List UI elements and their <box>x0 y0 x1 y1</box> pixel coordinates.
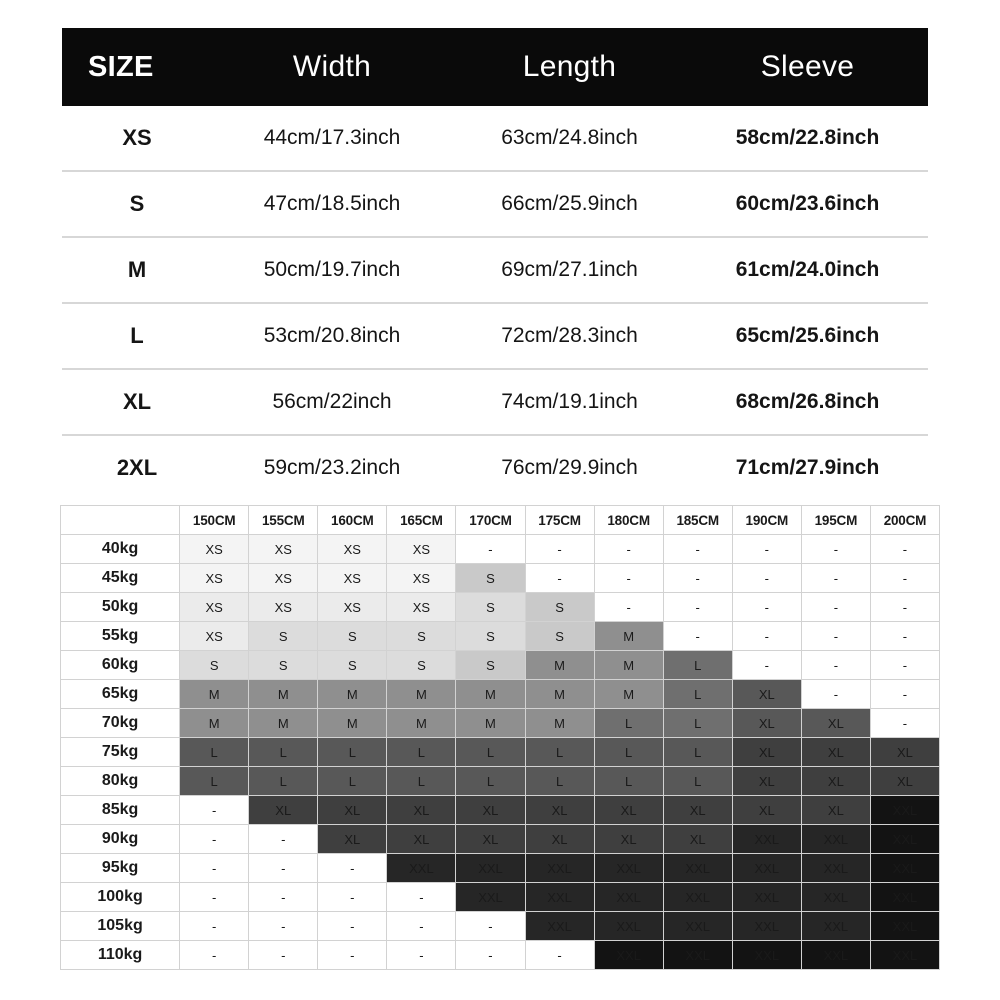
cell-sleeve: 60cm/23.6inch <box>687 171 928 237</box>
matrix-cell: - <box>180 796 249 825</box>
matrix-cell: XL <box>387 825 456 854</box>
matrix-col-header: 190CM <box>732 506 801 535</box>
cell-size: XS <box>62 106 212 171</box>
matrix-cell: - <box>801 680 870 709</box>
cell-sleeve: 68cm/26.8inch <box>687 369 928 435</box>
size-measurement-table <box>62 28 928 500</box>
matrix-cell: - <box>387 912 456 941</box>
matrix-cell: - <box>663 535 732 564</box>
matrix-row-header: 40kg <box>61 535 180 564</box>
matrix-cell: XXL <box>594 883 663 912</box>
matrix-cell: L <box>318 767 387 796</box>
matrix-cell: - <box>732 564 801 593</box>
matrix-cell: M <box>594 622 663 651</box>
matrix-cell: L <box>249 738 318 767</box>
matrix-cell: XXL <box>870 912 939 941</box>
matrix-cell: XXL <box>525 912 594 941</box>
matrix-cell: M <box>387 680 456 709</box>
table-row <box>62 369 928 435</box>
matrix-cell: XL <box>732 796 801 825</box>
matrix-cell: S <box>525 622 594 651</box>
matrix-cell: XXL <box>663 941 732 970</box>
matrix-col-header: 200CM <box>870 506 939 535</box>
matrix-cell: XS <box>387 535 456 564</box>
matrix-row <box>61 593 940 622</box>
matrix-cell: M <box>249 709 318 738</box>
matrix-cell: L <box>525 738 594 767</box>
matrix-cell: - <box>249 825 318 854</box>
matrix-cell: - <box>387 941 456 970</box>
matrix-cell: S <box>456 564 525 593</box>
matrix-row <box>61 767 940 796</box>
cell-length: 63cm/24.8inch <box>452 106 687 171</box>
matrix-cell: M <box>525 709 594 738</box>
matrix-row-header: 75kg <box>61 738 180 767</box>
header-sleeve: Sleeve <box>687 28 928 106</box>
matrix-cell: XXL <box>732 941 801 970</box>
matrix-col-header: 175CM <box>525 506 594 535</box>
matrix-cell: - <box>801 593 870 622</box>
matrix-cell: - <box>249 941 318 970</box>
matrix-cell: XL <box>732 680 801 709</box>
matrix-cell: - <box>456 535 525 564</box>
matrix-cell: - <box>663 622 732 651</box>
matrix-cell: M <box>318 680 387 709</box>
matrix-cell: XS <box>387 564 456 593</box>
matrix-col-header: 160CM <box>318 506 387 535</box>
matrix-cell: XL <box>732 709 801 738</box>
matrix-col-header: 170CM <box>456 506 525 535</box>
matrix-cell: XXL <box>663 854 732 883</box>
matrix-row <box>61 883 940 912</box>
matrix-cell: XXL <box>663 883 732 912</box>
matrix-row <box>61 709 940 738</box>
matrix-row-header: 110kg <box>61 941 180 970</box>
matrix-cell: M <box>456 709 525 738</box>
matrix-col-header: 150CM <box>180 506 249 535</box>
matrix-cell: XL <box>318 796 387 825</box>
matrix-cell: XXL <box>456 854 525 883</box>
matrix-cell: - <box>318 941 387 970</box>
matrix-cell: XL <box>801 709 870 738</box>
matrix-cell: XL <box>318 825 387 854</box>
matrix-cell: XL <box>801 738 870 767</box>
matrix-cell: XXL <box>870 883 939 912</box>
matrix-row <box>61 564 940 593</box>
cell-width: 59cm/23.2inch <box>263 456 401 479</box>
matrix-cell: XXL <box>525 883 594 912</box>
matrix-cell: - <box>180 854 249 883</box>
matrix-cell: - <box>801 651 870 680</box>
matrix-cell: XS <box>387 593 456 622</box>
matrix-cell: - <box>456 941 525 970</box>
matrix-cell: XS <box>180 564 249 593</box>
cell-size: M <box>62 237 212 303</box>
matrix-cell: - <box>180 883 249 912</box>
matrix-cell: - <box>249 883 318 912</box>
matrix-cell: M <box>249 680 318 709</box>
matrix-cell: XXL <box>456 883 525 912</box>
matrix-cell: - <box>318 883 387 912</box>
matrix-cell: - <box>387 883 456 912</box>
matrix-row-header: 45kg <box>61 564 180 593</box>
matrix-cell: - <box>456 912 525 941</box>
matrix-col-header: 165CM <box>387 506 456 535</box>
matrix-cell: M <box>387 709 456 738</box>
matrix-cell: XXL <box>801 854 870 883</box>
matrix-header <box>61 506 940 535</box>
matrix-cell: - <box>732 622 801 651</box>
matrix-row <box>61 941 940 970</box>
matrix-cell: L <box>456 738 525 767</box>
matrix-cell: XXL <box>870 941 939 970</box>
matrix-cell: L <box>663 709 732 738</box>
matrix-cell: L <box>387 767 456 796</box>
matrix-cell: - <box>663 564 732 593</box>
matrix-row <box>61 912 940 941</box>
matrix-cell: XL <box>594 796 663 825</box>
matrix-cell: XS <box>249 593 318 622</box>
matrix-row <box>61 738 940 767</box>
matrix-cell: XXL <box>870 796 939 825</box>
matrix-cell: S <box>525 593 594 622</box>
matrix-cell: - <box>732 593 801 622</box>
matrix-cell: XXL <box>870 825 939 854</box>
matrix-cell: XS <box>180 593 249 622</box>
matrix-cell: XS <box>318 593 387 622</box>
matrix-cell: L <box>180 738 249 767</box>
matrix-cell: XL <box>732 738 801 767</box>
matrix-cell: - <box>318 854 387 883</box>
matrix-cell: - <box>594 535 663 564</box>
matrix-cell: S <box>180 651 249 680</box>
matrix-cell: XXL <box>870 854 939 883</box>
matrix-cell: XXL <box>594 941 663 970</box>
matrix-cell: XS <box>180 535 249 564</box>
matrix-row <box>61 535 940 564</box>
matrix-cell: M <box>180 709 249 738</box>
matrix-cell: S <box>456 622 525 651</box>
matrix-cell: - <box>594 564 663 593</box>
cell-sleeve: 58cm/22.8inch <box>687 106 928 171</box>
matrix-cell: XL <box>870 738 939 767</box>
matrix-cell: L <box>663 680 732 709</box>
matrix-cell: XXL <box>801 941 870 970</box>
table-row <box>62 435 928 500</box>
matrix-cell: XS <box>249 564 318 593</box>
matrix-header-row <box>61 506 940 535</box>
matrix-cell: - <box>525 941 594 970</box>
matrix-cell: L <box>594 767 663 796</box>
matrix-cell: XXL <box>732 854 801 883</box>
matrix-cell: S <box>456 593 525 622</box>
matrix-row-header: 100kg <box>61 883 180 912</box>
matrix-row-header: 70kg <box>61 709 180 738</box>
matrix-row <box>61 854 940 883</box>
size-table-header <box>62 28 928 106</box>
matrix-cell: - <box>663 593 732 622</box>
matrix-col-header: 195CM <box>801 506 870 535</box>
matrix-row-header: 60kg <box>61 651 180 680</box>
matrix-cell: XXL <box>732 883 801 912</box>
matrix-cell: XL <box>663 796 732 825</box>
matrix-cell: - <box>870 593 939 622</box>
cell-width: 47cm/18.5inch <box>212 171 452 237</box>
matrix-cell: L <box>663 767 732 796</box>
matrix-cell: XXL <box>801 825 870 854</box>
matrix-cell: M <box>594 651 663 680</box>
matrix-cell: S <box>387 622 456 651</box>
cell-size: L <box>62 303 212 369</box>
matrix-cell: - <box>180 912 249 941</box>
height-weight-matrix <box>60 505 940 970</box>
table-row <box>62 106 928 171</box>
matrix-cell: - <box>249 854 318 883</box>
matrix-cell: L <box>594 709 663 738</box>
matrix-row <box>61 796 940 825</box>
matrix-body <box>61 535 940 970</box>
cell-size: 2XL <box>116 455 158 480</box>
matrix-cell: L <box>663 738 732 767</box>
matrix-cell: - <box>870 651 939 680</box>
size-table-header-row <box>62 28 928 106</box>
matrix-cell: XL <box>594 825 663 854</box>
cell-width: 53cm/20.8inch <box>212 303 452 369</box>
cell-length: 69cm/27.1inch <box>452 237 687 303</box>
cell-sleeve: 61cm/24.0inch <box>687 237 928 303</box>
cell-size: XL <box>62 369 212 435</box>
matrix-cell: - <box>801 535 870 564</box>
matrix-cell: - <box>180 941 249 970</box>
matrix-cell: XL <box>387 796 456 825</box>
matrix-row <box>61 622 940 651</box>
matrix-cell: S <box>387 651 456 680</box>
matrix-cell: S <box>318 622 387 651</box>
cell-length: 74cm/19.1inch <box>452 369 687 435</box>
matrix-cell: L <box>456 767 525 796</box>
matrix-cell: M <box>318 709 387 738</box>
matrix-cell: - <box>732 651 801 680</box>
matrix-row-header: 105kg <box>61 912 180 941</box>
cell-sleeve: 71cm/27.9inch <box>735 456 880 479</box>
matrix-cell: XL <box>801 767 870 796</box>
table-row <box>62 303 928 369</box>
matrix-row-header: 90kg <box>61 825 180 854</box>
matrix-col-header: 185CM <box>663 506 732 535</box>
matrix-cell: XXL <box>801 883 870 912</box>
matrix-cell: XXL <box>525 854 594 883</box>
table-row <box>62 171 928 237</box>
matrix-cell: XXL <box>594 912 663 941</box>
matrix-cell: XL <box>456 796 525 825</box>
matrix-cell: L <box>180 767 249 796</box>
matrix-cell: L <box>525 767 594 796</box>
matrix-cell: XS <box>180 622 249 651</box>
matrix-cell: L <box>249 767 318 796</box>
size-table-body <box>62 106 928 500</box>
matrix-cell: XL <box>456 825 525 854</box>
matrix-cell: - <box>870 709 939 738</box>
matrix-row <box>61 651 940 680</box>
matrix-cell: - <box>594 593 663 622</box>
matrix-corner-cell <box>61 506 180 535</box>
matrix-row-header: 95kg <box>61 854 180 883</box>
cell-width: 50cm/19.7inch <box>212 237 452 303</box>
height-weight-matrix-wrapper <box>60 505 940 970</box>
matrix-cell: XXL <box>732 912 801 941</box>
matrix-cell: - <box>801 564 870 593</box>
matrix-cell: XXL <box>801 912 870 941</box>
matrix-cell: XL <box>663 825 732 854</box>
matrix-cell: M <box>525 651 594 680</box>
matrix-cell: M <box>180 680 249 709</box>
matrix-cell: XXL <box>594 854 663 883</box>
matrix-cell: S <box>249 651 318 680</box>
matrix-cell: XL <box>870 767 939 796</box>
matrix-cell: - <box>318 912 387 941</box>
matrix-cell: - <box>525 564 594 593</box>
matrix-cell: XXL <box>663 912 732 941</box>
matrix-cell: XXL <box>732 825 801 854</box>
header-length: Length <box>452 28 687 106</box>
header-size: SIZE <box>62 28 212 106</box>
matrix-cell: M <box>456 680 525 709</box>
matrix-cell: - <box>525 535 594 564</box>
matrix-cell: XL <box>801 796 870 825</box>
matrix-cell: XS <box>318 535 387 564</box>
matrix-cell: S <box>456 651 525 680</box>
matrix-cell: XL <box>525 796 594 825</box>
matrix-cell: XXL <box>387 854 456 883</box>
matrix-col-header: 155CM <box>249 506 318 535</box>
cell-width: 56cm/22inch <box>212 369 452 435</box>
matrix-cell: L <box>387 738 456 767</box>
matrix-cell: - <box>870 535 939 564</box>
matrix-cell: S <box>249 622 318 651</box>
header-width: Width <box>212 28 452 106</box>
cell-size: S <box>62 171 212 237</box>
cell-sleeve: 65cm/25.6inch <box>687 303 928 369</box>
cell-length: 72cm/28.3inch <box>452 303 687 369</box>
matrix-cell: - <box>870 680 939 709</box>
matrix-row-header: 85kg <box>61 796 180 825</box>
table-row <box>62 237 928 303</box>
matrix-cell: - <box>180 825 249 854</box>
matrix-row-header: 55kg <box>61 622 180 651</box>
matrix-cell: S <box>318 651 387 680</box>
matrix-row <box>61 680 940 709</box>
matrix-cell: M <box>594 680 663 709</box>
cell-length: 76cm/29.9inch <box>501 456 638 479</box>
matrix-row <box>61 825 940 854</box>
matrix-cell: XL <box>525 825 594 854</box>
matrix-cell: - <box>801 622 870 651</box>
matrix-row-header: 65kg <box>61 680 180 709</box>
matrix-cell: XL <box>249 796 318 825</box>
matrix-cell: L <box>594 738 663 767</box>
matrix-row-header: 50kg <box>61 593 180 622</box>
matrix-cell: - <box>249 912 318 941</box>
cell-length: 66cm/25.9inch <box>452 171 687 237</box>
matrix-cell: XS <box>318 564 387 593</box>
matrix-cell: - <box>870 564 939 593</box>
matrix-row-header: 80kg <box>61 767 180 796</box>
matrix-cell: - <box>870 622 939 651</box>
matrix-cell: XS <box>249 535 318 564</box>
matrix-cell: L <box>318 738 387 767</box>
matrix-cell: M <box>525 680 594 709</box>
matrix-cell: XL <box>732 767 801 796</box>
cell-width: 44cm/17.3inch <box>212 106 452 171</box>
matrix-cell: - <box>732 535 801 564</box>
matrix-cell: L <box>663 651 732 680</box>
matrix-col-header: 180CM <box>594 506 663 535</box>
